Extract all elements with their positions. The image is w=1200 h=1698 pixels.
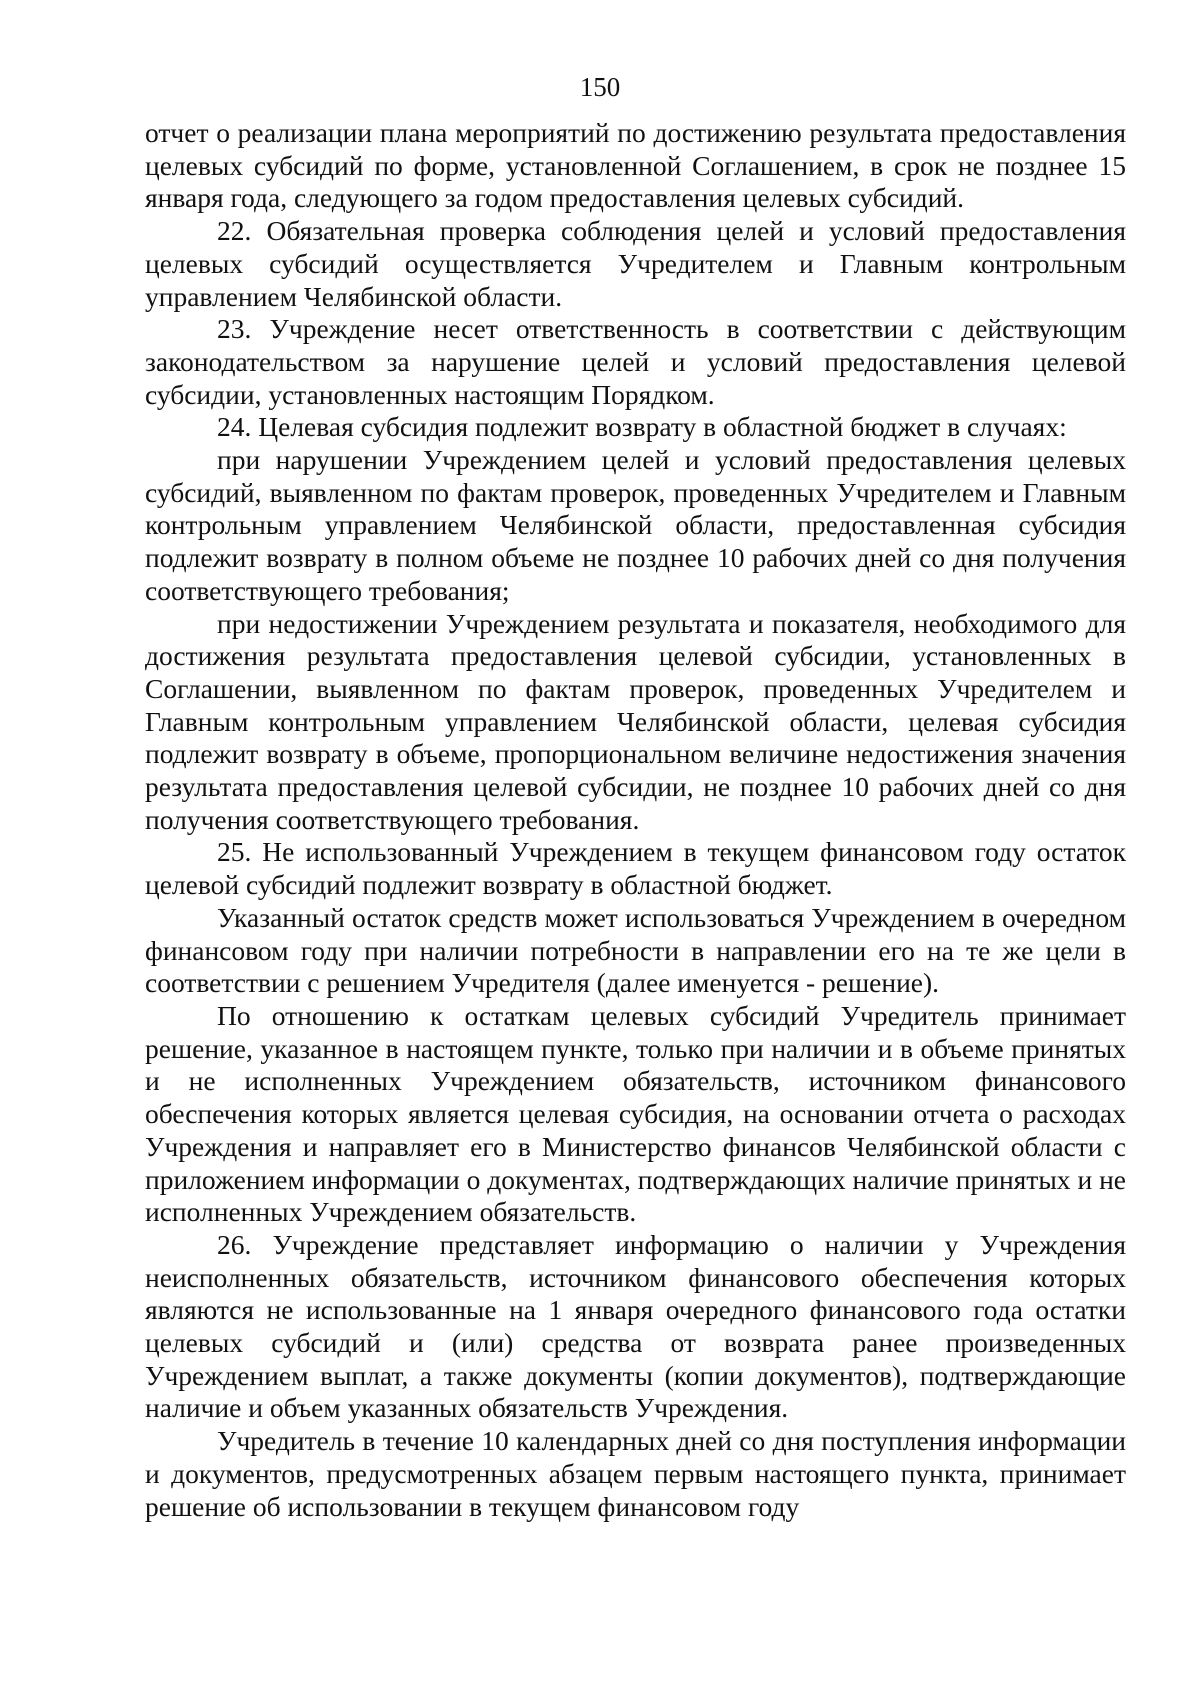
paragraph-24: 24. Целевая субсидия подлежит возврату в областной бюджет в случаях: bbox=[217, 411, 1067, 443]
paragraph-23: 23. Учреждение несет ответственность в соответствии с действующим законодательством за нарушение целей и условий предоставления целевой субсидии, установленных настоящим Порядком. bbox=[145, 313, 1126, 410]
paragraph-report-continuation: отчет о реализации плана мероприятий по достижению результата предоставления целевых субсидий по форме, установленной Соглашением, в срок не позднее 15 января года, следующего за годом предоставления целевых субсидий. bbox=[145, 117, 1126, 214]
document-body bbox=[145, 117, 1126, 1523]
paragraph-26-founder-decision: Учредитель в течение 10 календарных дней со дня поступления информации и документов, предусмотренных абзацем первым настоящего пункта, принимает решение об использовании в текущем финансовом году bbox=[145, 1425, 1126, 1522]
paragraph-25: 25. Не использованный Учреждением в текущем финансовом году остаток целевой субсидий подлежит возврату в областной бюджет. bbox=[145, 836, 1126, 901]
paragraph-26: 26. Учреждение представляет информацию о наличии у Учреждения неисполненных обязательств, источником финансового обеспечения которых являются не использованные на 1 января очередного финансового года остатки целевых субсидий и (или) средства от возврата ранее произведенных Учреждением выплат, а также документы (копии документов), подтверждающие наличие и объем указанных обязательств Учреждения. bbox=[145, 1228, 1126, 1424]
page-number: 150 bbox=[579, 72, 621, 102]
paragraph-25-decision: По отношению к остаткам целевых субсидий Учредитель принимает решение, указанное в настоящем пункте, только при наличии и в объеме принятых и не исполненных Учреждением обязательств, источником финансового обеспечения которых является целевая субсидия, на основании отчета о расходах Учреждения и направляет его в Министерство финансов Челябинской области с приложением информации о документах, подтверждающих наличие принятых и не исполненных Учреждением обязательств. bbox=[145, 999, 1126, 1228]
paragraph-22: 22. Обязательная проверка соблюдения целей и условий предоставления целевых субсидий осуществляется Учредителем и Главным контрольным управлением Челябинской области. bbox=[145, 215, 1126, 312]
paragraph-24-case-non-achievement: при недостижении Учреждением результата и показателя, необходимого для достижения результата предоставления целевой субсидии, установленных в Соглашении, выявленном по фактам проверок, проведенных Учредителем и Главным контрольным управлением Челябинской области, целевая субсидия подлежит возврату в объеме, пропорциональном величине недостижения значения результата предоставления целевой субсидии, не позднее 10 рабочих дней со дня получения соответствующего требования. bbox=[145, 607, 1126, 835]
paragraph-24-case-violation: при нарушении Учреждением целей и условий предоставления целевых субсидий, выявленном по фактам проверок, проведенных Учредителем и Главным контрольным управлением Челябинской области, предоставленная субсидия подлежит возврату в полном объеме не позднее 10 рабочих дней со дня получения соответствующего требования; bbox=[145, 444, 1126, 606]
paragraph-25-remainder-use: Указанный остаток средств может использоваться Учреждением в очередном финансовом году при наличии потребности в направлении его на те же цели в соответствии с решением Учредителя (далее именуется - решение). bbox=[145, 901, 1126, 999]
